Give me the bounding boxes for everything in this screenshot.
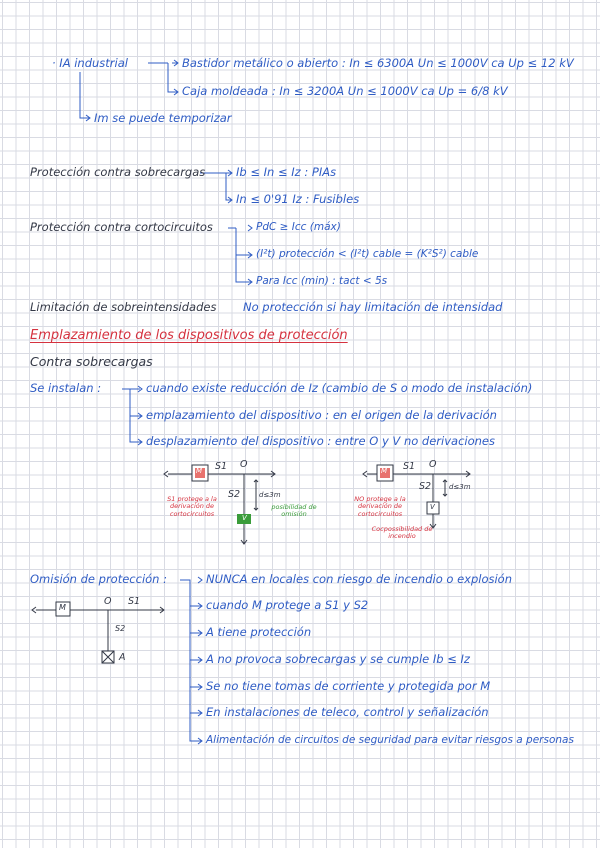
diagram2-note-red-1: NO protege a la derivación de cortocircuitos	[354, 495, 406, 518]
instalan-line-1: cuando existe reducción de Iz (cambio de S o modo de instalación)	[146, 381, 533, 395]
diagram3-a: A	[119, 652, 126, 663]
omision-item-6: Alimentación de circuitos de seguridad para evitar riesgos a personas	[206, 734, 574, 746]
diagram1-note-red: S1 protege a la derivación de cortocircuitos	[167, 495, 217, 518]
diagram1-o: O	[240, 459, 248, 470]
instalan-line-3: desplazamiento del dispositivo : entre O y V no derivaciones	[146, 434, 495, 448]
diagram2-s1: S1	[403, 461, 416, 472]
omision-item-4: Se no tiene tomas de corriente y protegida por M	[206, 679, 491, 693]
limitacion-label: Limitación de sobreintensidades	[30, 300, 217, 314]
diagram2-m: M	[381, 467, 388, 475]
cortocircuitos-line-2: (I²t) protección < (I²t) cable = (K²S²) cable	[256, 248, 479, 260]
omision-label: Omisión de protección :	[30, 572, 167, 586]
contra-title: Contra sobrecargas	[30, 354, 153, 369]
diagram2-note-red-2: Cocpossibilidad de incendio	[371, 525, 433, 541]
diagram1-s1: S1	[215, 461, 228, 472]
diagram2-d: d≤3m	[449, 483, 471, 491]
circuit-diagram-2	[345, 456, 475, 556]
circuit-diagram-1	[160, 456, 340, 556]
instalan-label: Se instalan :	[30, 381, 102, 395]
cortocircuitos-line-3: Para Icc (min) : tact < 5s	[256, 275, 388, 287]
diagram1-m: M	[196, 467, 203, 475]
cortocircuitos-title: Protección contra cortocircuitos	[30, 220, 213, 234]
diagram1-d: d≤3m	[259, 491, 281, 499]
cortocircuitos-line-1: PdC ≥ Icc (máx)	[256, 221, 341, 233]
omision-item-2: A tiene protección	[206, 625, 312, 639]
ia-line-2: Caja moldeada : In ≤ 3200A Un ≤ 1000V ca Up = 6/8 kV	[182, 84, 508, 98]
diagram3-s1: S1	[128, 596, 141, 607]
diagram3-s2: S2	[115, 624, 126, 633]
instalan-line-2: emplazamiento del dispositivo : en el origen de la derivación	[146, 408, 497, 422]
omision-item-0: NUNCA en locales con riesgo de incendio o explosión	[206, 572, 512, 586]
ia-line-1: Bastidor metálico o abierto : In ≤ 6300A Un ≤ 1000V ca Up ≤ 12 kV	[182, 56, 574, 70]
emplazamiento-heading: Emplazamiento de los dispositivos de protección	[30, 328, 348, 343]
sobrecargas-title: Protección contra sobrecargas	[30, 165, 206, 179]
omision-item-3: A no provoca sobrecargas y se cumple Ib ≤ Iz	[206, 652, 470, 666]
diagram2-s2: S2	[419, 481, 432, 492]
diagram3-o: O	[104, 596, 112, 607]
diagram1-v: V	[242, 514, 247, 522]
diagram2-v: V	[430, 503, 435, 511]
sobrecargas-line-2: In ≤ 0'91 Iz : Fusibles	[236, 192, 360, 206]
diagram3-m: M	[59, 603, 66, 612]
diagram1-note-green: posibilidad de omisión	[271, 503, 317, 519]
ia-line-3: Im se puede temporizar	[94, 111, 232, 125]
omision-item-1: cuando M protege a S1 y S2	[206, 598, 369, 612]
ia-title: · IA industrial	[52, 56, 128, 70]
omision-item-5: En instalaciones de teleco, control y señalización	[206, 705, 489, 719]
diagram1-s2: S2	[228, 489, 241, 500]
limitacion-text: No protección si hay limitación de intensidad	[243, 300, 503, 314]
diagram2-o: O	[429, 459, 437, 470]
sobrecargas-line-1: Ib ≤ In ≤ Iz : PIAs	[236, 165, 337, 179]
circuit-diagram-3-lines	[28, 594, 168, 674]
circuit-diagram-3	[28, 594, 168, 674]
